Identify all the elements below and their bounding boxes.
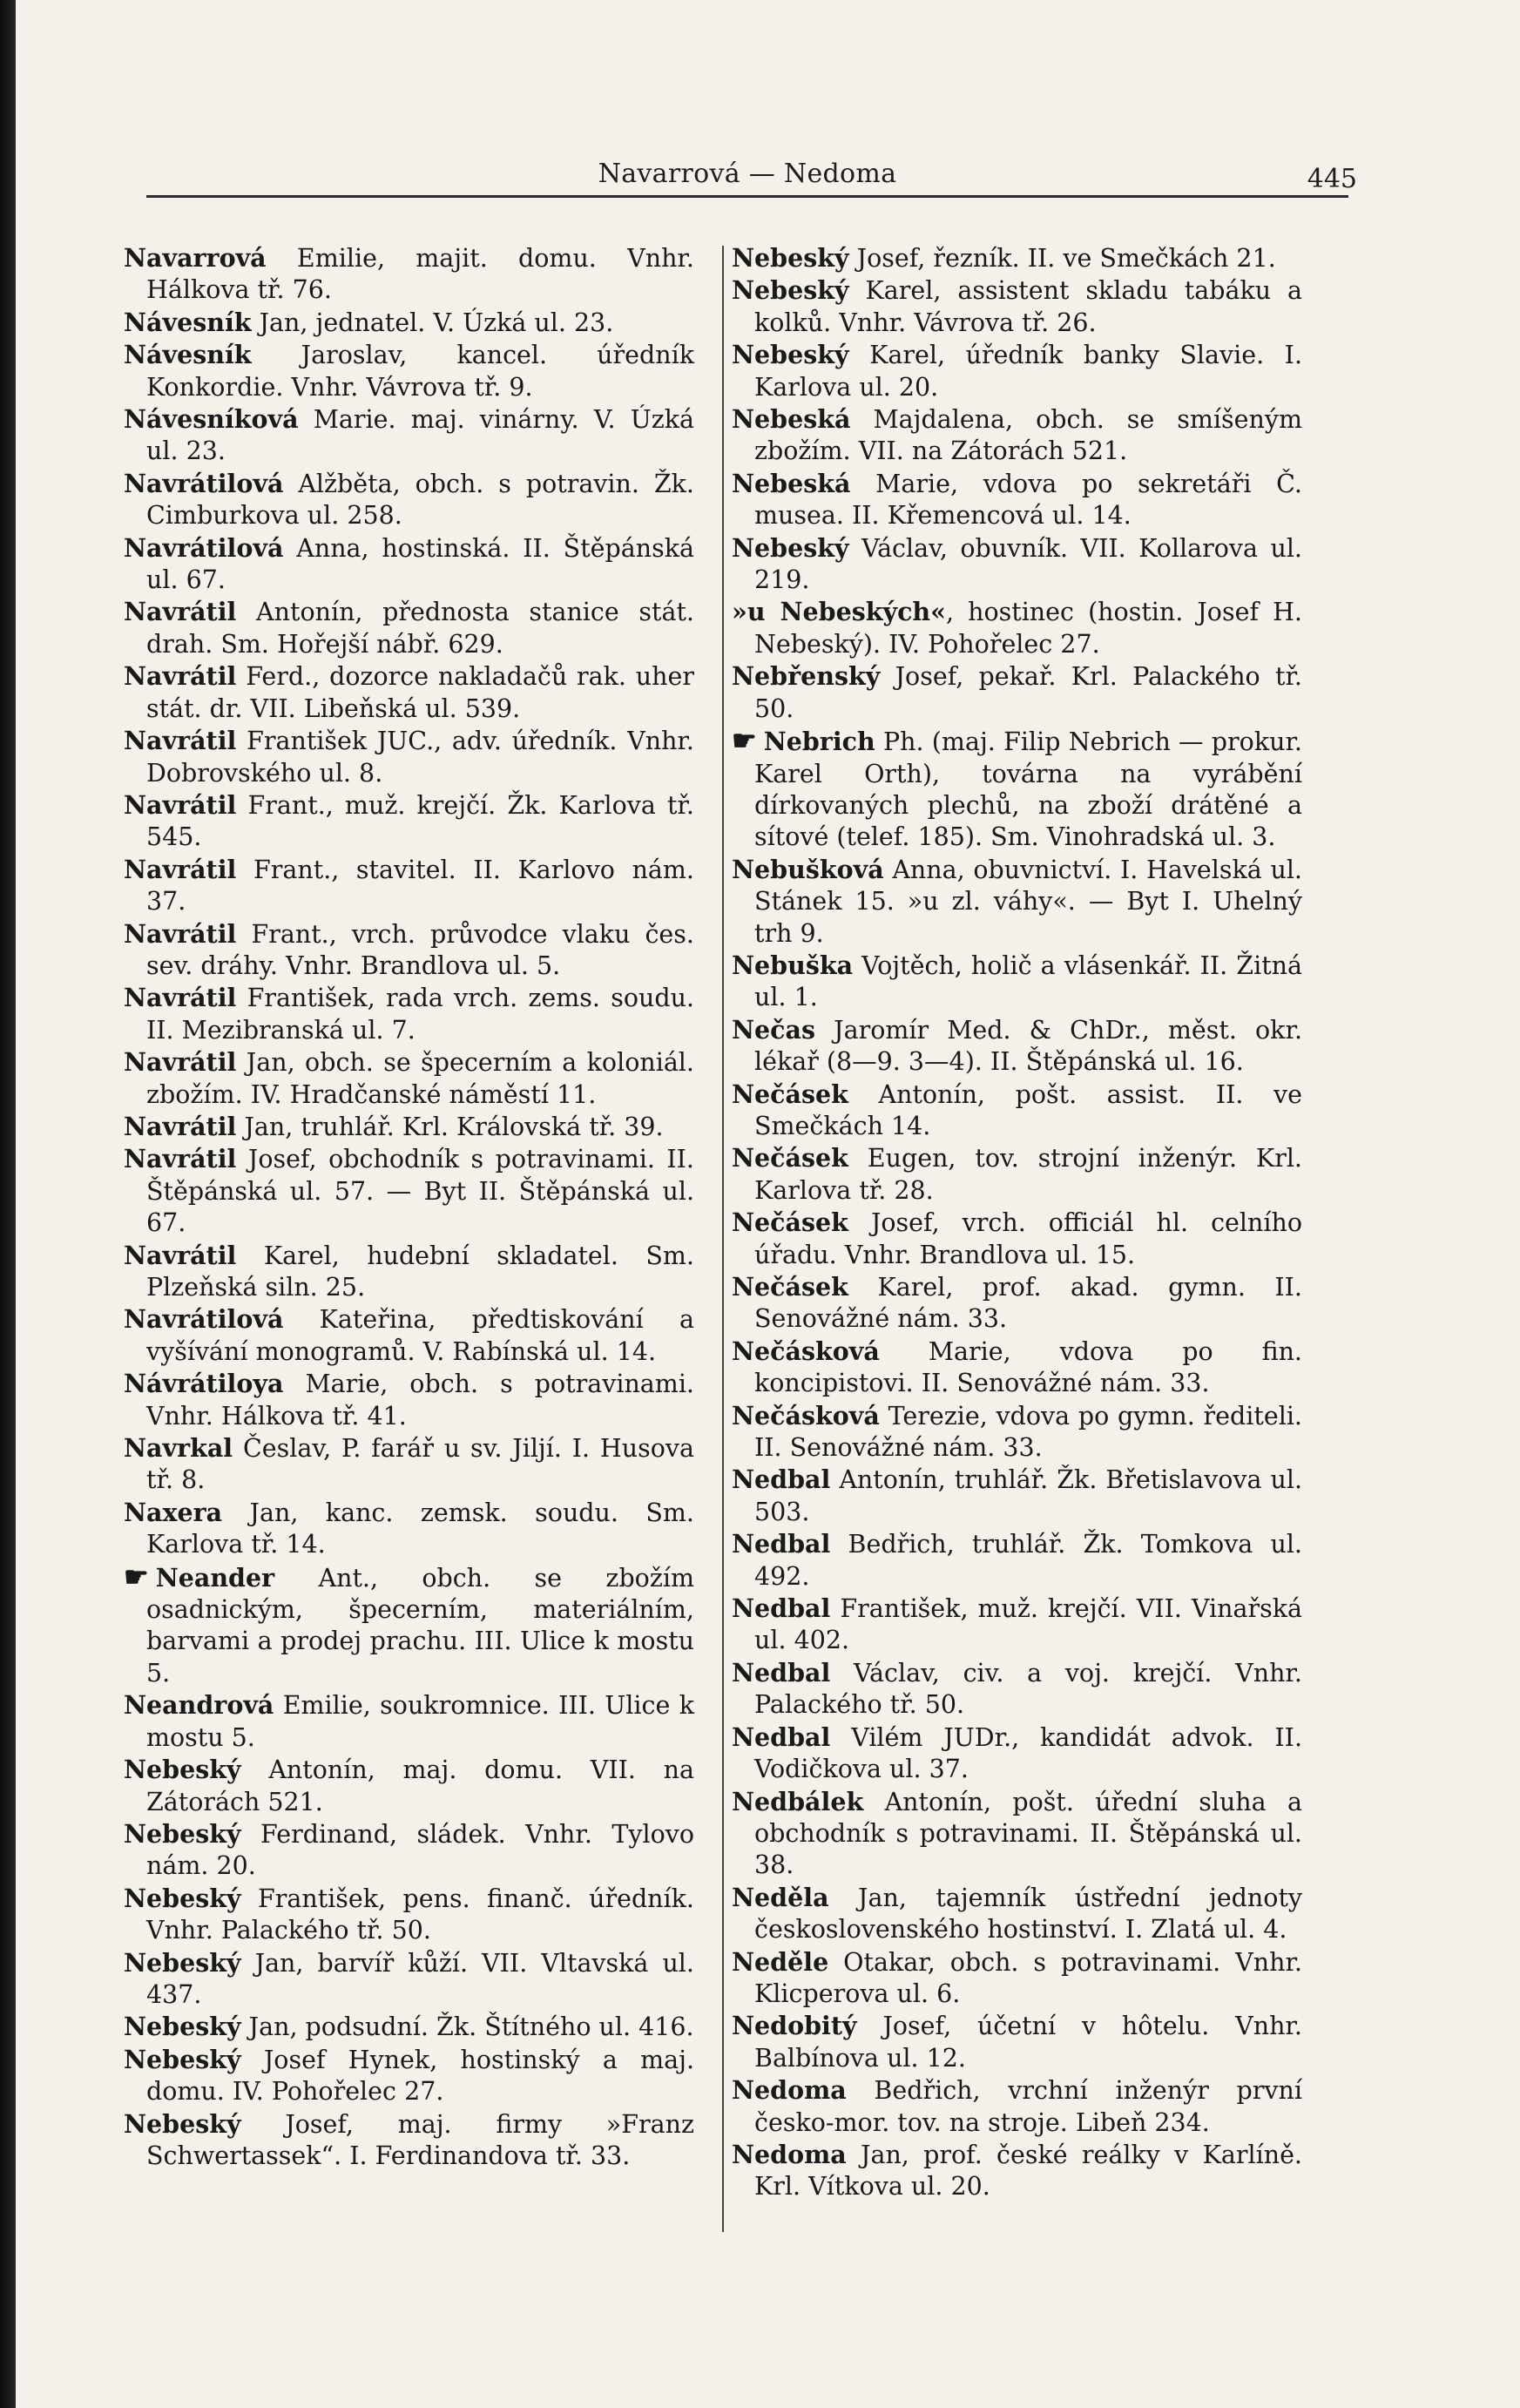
directory-entry — [732, 950, 1302, 1014]
directory-entry — [124, 854, 694, 918]
entry-details: Bedřich, vrchní inženýr první česko-mor. tov. na stroje. Libeň 234. — [754, 2076, 1302, 2137]
entry-surname: Návesník — [124, 307, 252, 337]
directory-entry — [732, 2074, 1302, 2139]
entry-surname: Neděla — [732, 1882, 829, 1912]
entry-details: František, pens. finanč. úředník. Vnhr. Palackého tř. 50. — [146, 1884, 694, 1945]
entry-surname: Nebeský — [124, 2012, 241, 2042]
directory-entry — [124, 1046, 694, 1111]
entry-details: Karel, assistent skladu tabáku a kolků. Vnhr. Vávrova tř. 26. — [754, 276, 1302, 337]
directory-entry — [732, 1014, 1302, 1079]
entry-surname: Nedbal — [732, 1464, 831, 1495]
entry-surname: Navrátil — [124, 983, 237, 1013]
directory-entry — [124, 242, 694, 307]
entry-details: Majdalena, obch. se smíšeným zbožím. VII. na Zátorách 521. — [754, 405, 1302, 466]
entry-surname: Nebeský — [124, 2044, 241, 2074]
entry-surname: Navrátil — [124, 1111, 237, 1141]
entry-surname: Nebeská — [732, 404, 851, 435]
directory-entry — [124, 468, 694, 532]
directory-entry — [732, 274, 1302, 339]
pointing-hand-icon: ☛ — [124, 1559, 149, 1593]
entry-surname: Navrkal — [124, 1433, 233, 1464]
entry-surname: Nedoma — [732, 2139, 847, 2169]
entry-surname: Nečásek — [732, 1079, 848, 1109]
entry-details: Marie. maj. vinárny. V. Úzká ul. 23. — [146, 405, 694, 466]
entry-details: Alžběta, obch. s potravin. Žk. Cimburkova ul. 258. — [146, 469, 694, 531]
entry-details: , hostinec (hostin. Josef H. Nebeský). IV. Pohořelec 27. — [754, 598, 1302, 659]
entry-surname: Nebeský — [124, 1755, 241, 1785]
directory-entry — [124, 307, 694, 339]
entry-surname: Nebeský — [124, 1947, 241, 1978]
directory-entry — [124, 1111, 694, 1143]
directory-entry — [124, 1883, 694, 1947]
entry-surname: Navrátil — [124, 597, 237, 627]
entry-surname: Nedbal — [732, 1721, 831, 1752]
directory-entry — [732, 1142, 1302, 1207]
directory-entry — [124, 982, 694, 1046]
entry-details: Václav, civ. a voj. krejčí. Vnhr. Palackého tř. 50. — [754, 1658, 1302, 1720]
entry-details: Kateřina, předtiskování a vyšívání monogramů. V. Rabínská ul. 14. — [146, 1305, 694, 1366]
directory-entry — [732, 468, 1302, 532]
entry-surname: Neander — [155, 1562, 275, 1593]
directory-entry — [124, 1432, 694, 1497]
entry-surname: Nečásek — [732, 1272, 848, 1302]
entry-details: Frant., vrch. průvodce vlaku čes. sev. dráhy. Vnhr. Brandlova ul. 5. — [146, 919, 694, 980]
entry-details: Josef, obchodník s potravinami. II. Štěpánská ul. 57. — Byt II. Štěpánská ul. 67. — [146, 1145, 694, 1238]
directory-entry — [124, 725, 694, 789]
entry-surname: Nebeský — [732, 532, 849, 563]
page-number: 445 — [1307, 164, 1357, 194]
entry-surname: Navrátilová — [124, 468, 284, 498]
column-divider — [722, 246, 724, 2232]
entry-details: Ant., obch. se zbožím osadnickým, špecerním, materiálním, barvami a prodej prachu. III. Ulice k mostu 5. — [146, 1563, 694, 1688]
entry-details: Terezie, vdova po gymn. řediteli. II. Senovážné nám. 33. — [754, 1401, 1302, 1463]
entry-surname: Nebušková — [732, 854, 884, 884]
entry-surname: Naxera — [124, 1497, 223, 1527]
running-header — [146, 155, 1357, 198]
entry-details: Emilie, majit. domu. Vnhr. Hálkova tř. 76. — [146, 244, 694, 305]
entry-surname: Nebeský — [124, 2108, 241, 2139]
directory-entry — [124, 596, 694, 660]
entry-details: Bedřich, truhlář. Žk. Tomkova ul. 492. — [754, 1530, 1302, 1591]
entry-details: Anna, hostinská. II. Štěpánská ul. 67. — [146, 533, 694, 595]
entry-surname: Nečas — [732, 1014, 816, 1045]
directory-entry — [732, 854, 1302, 950]
entry-surname: Nebeský — [124, 1818, 241, 1849]
directory-entry — [732, 1464, 1302, 1528]
directory-entry — [124, 532, 694, 597]
entry-details: Josef, maj. firmy »Franz Schwertassek“. I. Ferdinandova tř. 33. — [146, 2109, 694, 2170]
entry-details: František, muž. krejčí. VII. Vinařská ul. 402. — [754, 1594, 1302, 1655]
entry-details: Frant., stavitel. II. Karlovo nám. 37. — [146, 855, 694, 917]
entry-details: Josef, pekař. Krl. Palackého tř. 50. — [754, 662, 1302, 723]
directory-entry — [732, 339, 1302, 403]
entry-details: Václav, obuvník. VII. Kollarova ul. 219. — [754, 533, 1302, 595]
entry-surname: Návrátiloya — [124, 1369, 284, 1399]
directory-entry — [732, 532, 1302, 597]
directory-entry — [124, 1689, 694, 1754]
book-spine-shadow — [0, 0, 16, 2408]
entry-details: Ferd., dozorce nakladačů rak. uher stát. dr. VII. Libeňská ul. 539. — [146, 662, 694, 723]
entry-details: Karel, prof. akad. gymn. II. Senovážné nám. 33. — [754, 1273, 1302, 1334]
entry-details: Josef, řezník. II. ve Smečkách 21. — [848, 244, 1276, 273]
entry-details: Marie, obch. s potravinami. Vnhr. Hálkova tř. 41. — [146, 1370, 694, 1431]
entry-surname: Nedbal — [732, 1529, 831, 1559]
entry-surname: Navrátil — [124, 726, 237, 756]
entry-surname: Navrátil — [124, 1240, 237, 1270]
directory-entry — [732, 1593, 1302, 1657]
entry-details: Marie, vdova po fin. koncipistovi. II. Senovážné nám. 33. — [754, 1336, 1302, 1398]
entry-details: František JUC., adv. úředník. Vnhr. Dobrovského ul. 8. — [146, 727, 694, 788]
entry-surname: Navrátil — [124, 789, 237, 820]
entry-details: Jan, podsudní. Žk. Štítného ul. 416. — [240, 2012, 694, 2042]
entry-details: Jan, prof. české reálky v Karlíně. Krl. Vítkova ul. 20. — [754, 2140, 1302, 2202]
entry-surname: Nebeský — [732, 275, 849, 306]
entry-details: Frant., muž. krejčí. Žk. Karlova tř. 545. — [146, 790, 694, 852]
directory-entry — [732, 1336, 1302, 1400]
directory-entry — [124, 1240, 694, 1304]
entry-surname: Navrátilová — [124, 532, 284, 563]
entry-details: Antonín, truhlář. Žk. Břetislavova ul. 503. — [754, 1465, 1302, 1526]
entry-details: Karel, hudební skladatel. Sm. Plzeňská siln. 25. — [146, 1241, 694, 1302]
entry-details: Emilie, soukromnice. III. Ulice k mostu 5. — [146, 1691, 694, 1752]
entry-surname: Nečásek — [732, 1207, 848, 1238]
directory-entry — [124, 789, 694, 854]
directory-entry — [732, 1721, 1302, 1786]
directory-entry — [732, 2010, 1302, 2074]
directory-entry — [732, 1528, 1302, 1593]
entry-details: Ferdinand, sládek. Vnhr. Tylovo nám. 20. — [146, 1819, 694, 1881]
entry-details: Eugen, tov. strojní inženýr. Krl. Karlova tř. 28. — [754, 1144, 1302, 1205]
entry-surname: Nedobitý — [732, 2011, 857, 2041]
directory-entry — [124, 918, 694, 983]
entry-surname: Nebeský — [732, 243, 849, 273]
entry-surname: Nebuška — [732, 950, 854, 980]
directory-entry — [124, 403, 694, 468]
directory-entry — [732, 403, 1302, 468]
directory-entry — [124, 1818, 694, 1883]
left-column — [124, 242, 694, 2172]
directory-entry — [732, 596, 1302, 660]
entry-details: Anna, obuvnictví. I. Havelská ul. Stánek 15. »u zl. váhy«. — Byt I. Uhelný trh 9. — [754, 855, 1302, 948]
entry-surname: Navrátil — [124, 1144, 237, 1174]
entry-surname: Nedbálek — [732, 1786, 864, 1816]
directory-entry — [124, 1143, 694, 1239]
directory-entry — [124, 339, 694, 403]
entry-surname: Nedbal — [732, 1657, 831, 1688]
directory-entry — [732, 1271, 1302, 1336]
entry-details: Jaroslav, kancel. úředník Konkordie. Vnhr. Vávrova tř. 9. — [146, 341, 694, 402]
directory-entry — [124, 2108, 694, 2173]
directory-entry — [124, 1497, 694, 1561]
directory-entry — [124, 1303, 694, 1368]
entry-surname: Nečásková — [732, 1336, 880, 1366]
directory-entry — [732, 1207, 1302, 1271]
entry-details: Josef, vrch. officiál hl. celního úřadu. Vnhr. Brandlova ul. 15. — [754, 1208, 1302, 1269]
entry-details: Jan, kanc. zemsk. soudu. Sm. Karlova tř. 14. — [146, 1498, 694, 1559]
directory-entry — [124, 1561, 694, 1690]
entry-details: Jan, truhlář. Krl. Královská tř. 39. — [236, 1112, 664, 1141]
directory-entry — [124, 1947, 694, 2012]
entry-surname: Nebeský — [124, 1883, 241, 1913]
entry-surname: Navrátil — [124, 854, 237, 884]
directory-entry — [124, 2044, 694, 2108]
directory-entry — [732, 2139, 1302, 2203]
entry-details: Antonín, pošt. assist. II. ve Smečkách 14. — [754, 1079, 1302, 1140]
directory-entry — [732, 660, 1302, 725]
entry-surname: Navrátil — [124, 661, 237, 692]
entry-surname: Neandrová — [124, 1690, 274, 1721]
directory-entry — [124, 2011, 694, 2043]
directory-entry — [124, 660, 694, 725]
directory-entry — [732, 242, 1302, 274]
entry-details: Ph. (maj. Filip Nebrich — prokur. Karel Orth), továrna na vyrábění dírkovaných plechů, na zboží drátěné a sítové (telef. 185). Sm. Vinohradská ul. 3. — [754, 727, 1302, 852]
entry-details: Česlav, P. farář u sv. Jiljí. I. Husova tř. 8. — [146, 1434, 694, 1495]
entry-details: Jan, jednatel. V. Úzká ul. 23. — [251, 308, 614, 337]
right-column — [732, 242, 1302, 2203]
directory-entry — [732, 725, 1302, 854]
entry-details: Josef Hynek, hostinský a maj. domu. IV. Pohořelec 27. — [146, 2045, 694, 2107]
entry-surname: Nebřenský — [732, 661, 881, 692]
entry-surname: Nebeská — [732, 468, 851, 498]
entry-details: Vilém JUDr., kandidát advok. II. Vodičkova ul. 37. — [754, 1722, 1302, 1784]
entry-surname: Návesníková — [124, 404, 299, 435]
entry-details: Antonín, pošt. úřední sluha a obchodník s potravinami. II. Štěpánská ul. 38. — [754, 1787, 1302, 1880]
entry-details: Josef, účetní v hôtelu. Vnhr. Balbínova ul. 12. — [754, 2012, 1302, 2073]
entry-details: Otakar, obch. s potravinami. Vnhr. Klicperova ul. 6. — [754, 1947, 1302, 2008]
directory-entry — [124, 1754, 694, 1818]
directory-entry — [732, 1786, 1302, 1882]
entry-details: Jan, obch. se špecerním a koloniál. zbožím. IV. Hradčanské náměstí 11. — [146, 1048, 694, 1109]
entry-surname: Neděle — [732, 1946, 829, 1977]
entry-surname: Nebeský — [732, 340, 849, 370]
entry-details: Antonín, maj. domu. VII. na Zátorách 521. — [146, 1755, 694, 1816]
entry-surname: »u Nebeských« — [732, 597, 946, 627]
entry-surname: Nedoma — [732, 2075, 847, 2106]
entry-details: Karel, úředník banky Slavie. I. Karlova ul. 20. — [754, 341, 1302, 402]
entry-details: Marie, vdova po sekretáři Č. musea. II. Křemencová ul. 14. — [754, 469, 1302, 531]
pointing-hand-icon: ☛ — [732, 724, 757, 758]
entry-surname: Navrátil — [124, 918, 237, 949]
entry-details: František, rada vrch. zems. soudu. II. Mezibranská ul. 7. — [146, 984, 694, 1045]
entry-details: Jan, barvíř kůží. VII. Vltavská ul. 437. — [146, 1948, 694, 2009]
directory-entry — [732, 1657, 1302, 1721]
entry-surname: Nebrich — [763, 727, 875, 757]
entry-surname: Navarrová — [124, 243, 267, 273]
directory-entry — [124, 1368, 694, 1432]
entry-surname: Nečásková — [732, 1400, 880, 1431]
directory-entry — [732, 1400, 1302, 1464]
entry-surname: Nečásek — [732, 1143, 848, 1174]
running-title: Navarrová — Nedoma — [598, 159, 897, 189]
entry-details: Vojtěch, holič a vlásenkář. II. Žitná ul. 1. — [754, 950, 1302, 1012]
entry-surname: Návesník — [124, 340, 252, 370]
entry-details: Jaromír Med. & ChDr., měst. okr. lékař (8—9. 3—4). II. Štěpánská ul. 16. — [754, 1015, 1302, 1077]
entry-details: Antonín, přednosta stanice stát. drah. Sm. Hořejší nábř. 629. — [146, 598, 694, 659]
entry-details: Jan, tajemník ústřední jednoty československého hostinství. I. Zlatá ul. 4. — [754, 1883, 1302, 1945]
entry-surname: Navrátilová — [124, 1304, 284, 1335]
entry-surname: Navrátil — [124, 1047, 237, 1078]
directory-entry — [732, 1946, 1302, 2011]
directory-entry — [732, 1882, 1302, 1946]
entry-surname: Nedbal — [732, 1593, 831, 1624]
directory-entry — [732, 1079, 1302, 1143]
